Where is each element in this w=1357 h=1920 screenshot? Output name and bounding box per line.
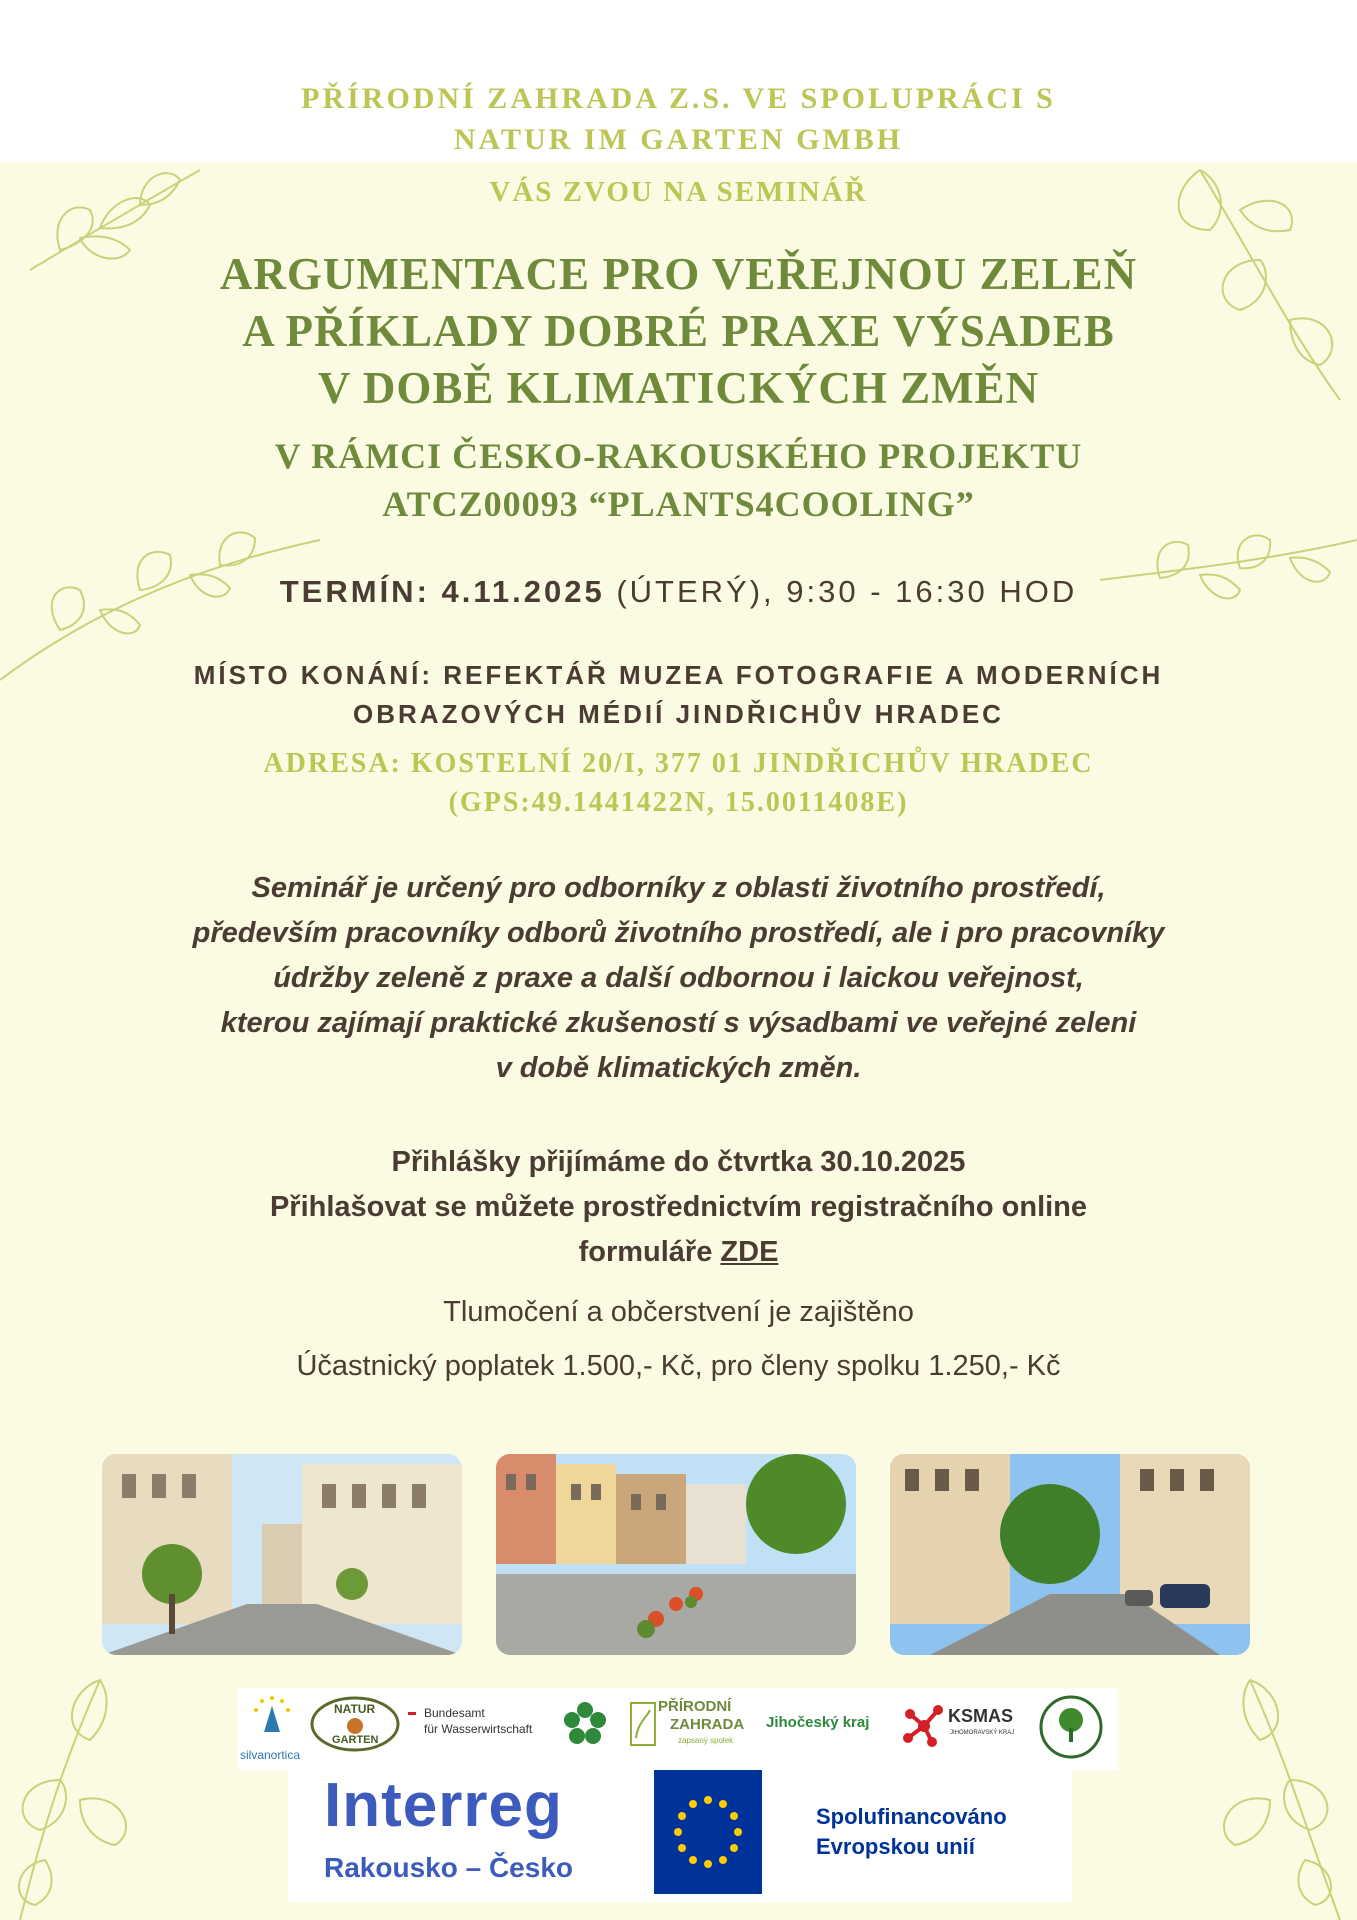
title-line-3: V DOBĚ KLIMATICKÝCH ZMĚN xyxy=(317,363,1040,413)
prirodni-zahrada-logo-icon xyxy=(630,1702,656,1746)
registration-form-line xyxy=(0,1230,1357,1275)
title-line-1: ARGUMENTACE PRO VEŘEJNOU ZELEŇ xyxy=(219,249,1138,299)
organizers xyxy=(0,78,1357,160)
bundesamt-sub-label: für Wasserwirtschaft xyxy=(424,1722,533,1736)
partner-logos xyxy=(238,1688,1118,1770)
bundesamt-mark xyxy=(408,1712,416,1715)
zapsany-spolek-label: zapsaný spolek xyxy=(678,1736,734,1745)
interreg-logo: Interreg xyxy=(324,1771,563,1840)
silvanortica-logo xyxy=(242,1692,302,1742)
description-line: údržby zeleně z praxe a další odbornou i laickou veřejnost, xyxy=(273,962,1084,994)
description-line: Seminář je určený pro odborníky z oblasti životního prostředí, xyxy=(251,872,1106,904)
title-line-2: A PŘÍKLADY DOBRÉ PRAXE VÝSADEB xyxy=(242,306,1115,356)
registration-link[interactable]: ZDE xyxy=(720,1236,779,1268)
regional-logo xyxy=(1038,1694,1104,1760)
leaf-ornament-bottom-left xyxy=(0,1660,230,1920)
term-time: (ÚTERÝ), 9:30 - 16:30 HOD xyxy=(604,574,1078,609)
eu-cofinanced-label-2: Evropskou unií xyxy=(816,1834,975,1859)
description-line: kterou zajímají praktické zkušeností s výsadbami ve veřejné zeleni xyxy=(220,1007,1137,1039)
venue-line-2: OBRAZOVÝCH MÉDIÍ JINDŘICHŮV HRADEC xyxy=(353,699,1004,729)
fee-note: Účastnický poplatek 1.500,- Kč, pro členy spolku 1.250,- Kč xyxy=(296,1350,1061,1382)
event-date xyxy=(0,574,1357,610)
description-line: především pracovníky odborů životního prostředí, ale i pro pracovníky xyxy=(192,917,1165,949)
prirodni-label: PŘÍRODNÍ xyxy=(658,1698,732,1715)
registration-info xyxy=(0,1140,1357,1275)
street-photo-2 xyxy=(496,1454,856,1655)
ksmas-label: KSMAS xyxy=(948,1706,1014,1726)
gps-line: (GPS:49.1441422N, 15.0011408E) xyxy=(448,787,909,818)
interpretation-note: Tlumočení a občerstvení je zajištěno xyxy=(443,1296,914,1328)
eu-flag-icon xyxy=(654,1770,762,1894)
zahrada-label: ZAHRADA xyxy=(670,1716,745,1733)
term-label: TERMÍN: xyxy=(279,574,430,609)
ksmas-sub-label: JIHOMORAVSKÝ KRAJ xyxy=(950,1730,1015,1736)
term-date: 4.11.2025 xyxy=(441,574,605,609)
venue xyxy=(0,656,1357,734)
address-line: ADRESA: KOSTELNÍ 20/I, 377 01 JINDŘICHŮV HRADEC xyxy=(263,748,1094,779)
venue-address xyxy=(0,744,1357,822)
description-line: v době klimatických změn. xyxy=(495,1052,862,1084)
natur-label: NATUR xyxy=(334,1702,376,1716)
street-photo-1 xyxy=(102,1454,462,1655)
form-prefix: formuláře xyxy=(578,1236,721,1268)
ksmas-logo-icon xyxy=(902,1700,946,1750)
interreg-programme-label: Rakousko – Česko xyxy=(324,1852,573,1883)
organizers-line-2: NATUR IM GARTEN GMBH xyxy=(453,123,904,156)
project-line-1: V RÁMCI ČESKO-RAKOUSKÉHO PROJEKTU xyxy=(274,436,1083,476)
bundesamt-label: Bundesamt xyxy=(424,1706,485,1720)
leaf-ornament-bottom-right xyxy=(1140,1660,1357,1920)
project-info xyxy=(0,432,1357,528)
flower-logo xyxy=(560,1698,610,1758)
project-line-2: ATCZ00093 “PLANTS4COOLING” xyxy=(382,484,975,524)
venue-line-1: MÍSTO KONÁNÍ: REFEKTÁŘ MUZEA FOTOGRAFIE A MODERNÍCH xyxy=(193,660,1164,690)
invitation-line: VÁS ZVOU NA SEMINÁŘ xyxy=(489,176,868,208)
description xyxy=(0,866,1357,1091)
eu-cofinanced-label-1: Spolufinancováno xyxy=(816,1804,1007,1829)
registration-how: Přihlašovat se můžete prostřednictvím registračního online xyxy=(269,1191,1088,1223)
jihocesky-kraj-label: Jihočeský kraj xyxy=(766,1714,870,1731)
funding-logos xyxy=(288,1770,1072,1902)
garten-label: GARTEN xyxy=(332,1734,379,1746)
seminar-title xyxy=(0,246,1357,417)
street-photo-3 xyxy=(890,1454,1250,1655)
silvanortica-label: silvanortica xyxy=(240,1748,301,1762)
organizers-line-1: PŘÍRODNÍ ZAHRADA Z.S. VE SPOLUPRÁCI S xyxy=(301,82,1056,115)
registration-deadline: Přihlášky přijímáme do čtvrtka 30.10.2025 xyxy=(391,1146,966,1178)
